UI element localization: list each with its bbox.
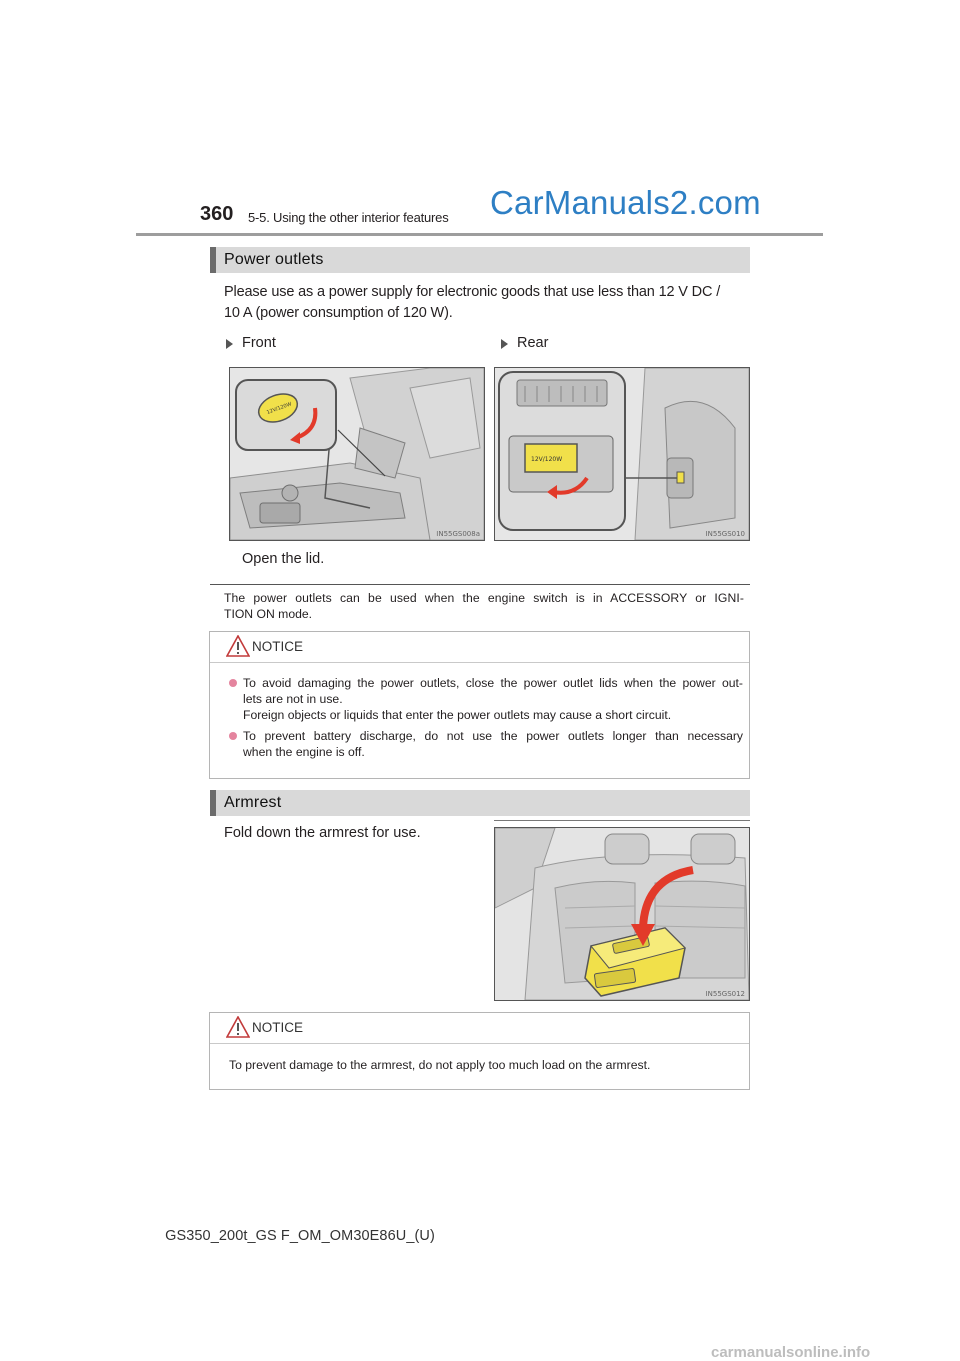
intro-line-1: Please use as a power supply for electronic goods that use less than 12 V DC / [224,284,721,300]
armrest-text: Fold down the armrest for use. [224,825,421,841]
rear-outlet-marking: 12V/120W [531,456,563,463]
usage-note-line-2: TION ON mode. [224,607,313,621]
notice2-text: To prevent damage to the armrest, do not apply too much load on the armrest. [229,1058,651,1072]
notice-header [210,632,749,663]
notice-box-armrest [209,1012,750,1090]
notice1-bullet2-line2: when the engine is off. [243,745,365,759]
rear-outlet-illustration [494,367,750,541]
front-outlet-illustration [229,367,485,541]
section-heading-text: Armrest [224,794,282,811]
section-title: 5-5. Using the other interior features [248,210,449,225]
rear-figure-code: IN55GS010 [705,530,745,538]
front-figure-code: IN55GS008a [436,530,480,538]
bullet-icon [229,679,237,687]
notice1-bullet1-line3: Foreign objects or liquids that enter the power outlets may cause a short circuit. [243,708,672,722]
armrest-figure-code: IN55GS012 [705,990,745,998]
watermark-text: CarManuals2.com [490,184,761,221]
notice1-bullet2-line1: To prevent battery discharge, do not use the power outlets longer than necessary [243,729,743,743]
rear-seat-drawing [495,828,749,1000]
front-label: Front [242,335,276,351]
intro-line-2: 10 A (power consumption of 120 W). [224,305,453,321]
front-outlet-marking: 12V/120W [266,401,293,416]
section-divider [210,584,750,585]
footer-site-watermark: carmanualsonline.info [711,1344,871,1361]
figure-caption: Open the lid. [242,551,325,567]
footer-model-code: GS350_200t_GS F_OM_OM30E86U_(U) [165,1228,435,1244]
usage-note-line-1: The power outlets can be used when the engine switch is in ACCESSORY or IGNI- [224,591,744,605]
armrest-illustration [494,827,750,1001]
section-heading-power-outlets [210,247,750,273]
notice1-bullet1-line2: lets are not in use. [243,692,343,706]
notice-label: NOTICE [252,639,304,654]
notice1-bullet1-line1: To avoid damaging the power outlets, close the power outlet lids when the power out- [243,676,743,690]
rear-console-drawing [495,368,749,540]
warning-triangle-icon [226,1016,250,1038]
rear-label: Rear [517,335,549,351]
triangle-bullet-icon [501,339,508,349]
header-rule [136,233,823,236]
section-heading-armrest [210,790,750,816]
notice-header [210,1013,749,1044]
triangle-bullet-icon [226,339,233,349]
page-number: 360 [200,203,234,225]
notice-label: NOTICE [252,1020,304,1035]
bullet-icon [229,732,237,740]
section-heading-text: Power outlets [224,251,324,268]
armrest-divider [494,820,750,821]
front-console-drawing [230,368,484,540]
warning-triangle-icon [226,635,250,657]
